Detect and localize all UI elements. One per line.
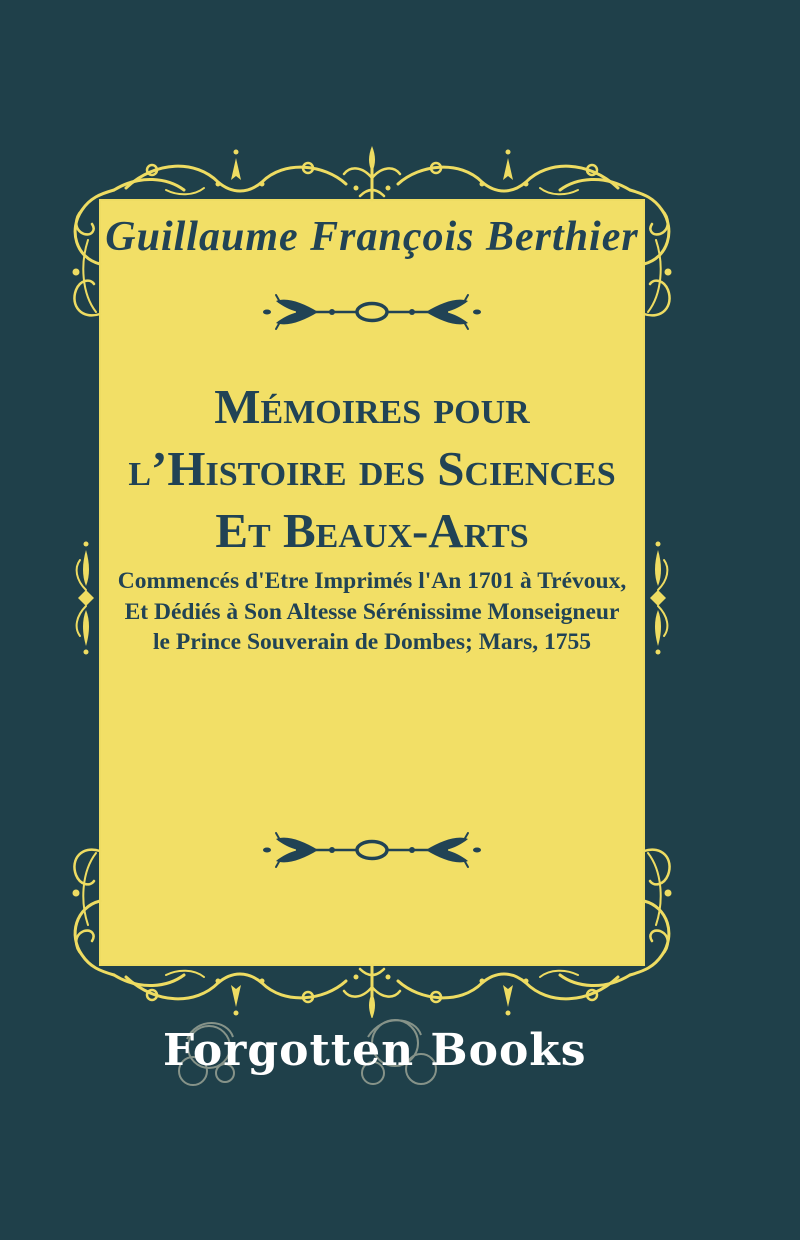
book-subtitle bbox=[82, 566, 662, 658]
divider-ornament-icon bbox=[262, 830, 482, 870]
publisher-logo bbox=[163, 1005, 587, 1117]
title-line-2: l’Histoire des Sciences bbox=[128, 441, 616, 496]
subtitle-line-3: le Prince Souverain de Dombes; Mars, 1755 bbox=[153, 629, 591, 655]
author-name: Guillaume François Berthier bbox=[105, 214, 639, 260]
publisher-name: Forgotten Books bbox=[163, 1025, 587, 1076]
book-title bbox=[62, 376, 682, 562]
subtitle-line-2: Et Dédiés à Son Altesse Sérénissime Monseigneur bbox=[124, 598, 620, 625]
subtitle-line-1: Commencés d'Etre Imprimés l'An 1701 à Trévoux, bbox=[117, 568, 627, 594]
divider-ornament-icon bbox=[262, 292, 482, 332]
title-line-3: Et Beaux-Arts bbox=[215, 503, 529, 558]
title-line-1: Mémoires pour bbox=[214, 379, 530, 434]
